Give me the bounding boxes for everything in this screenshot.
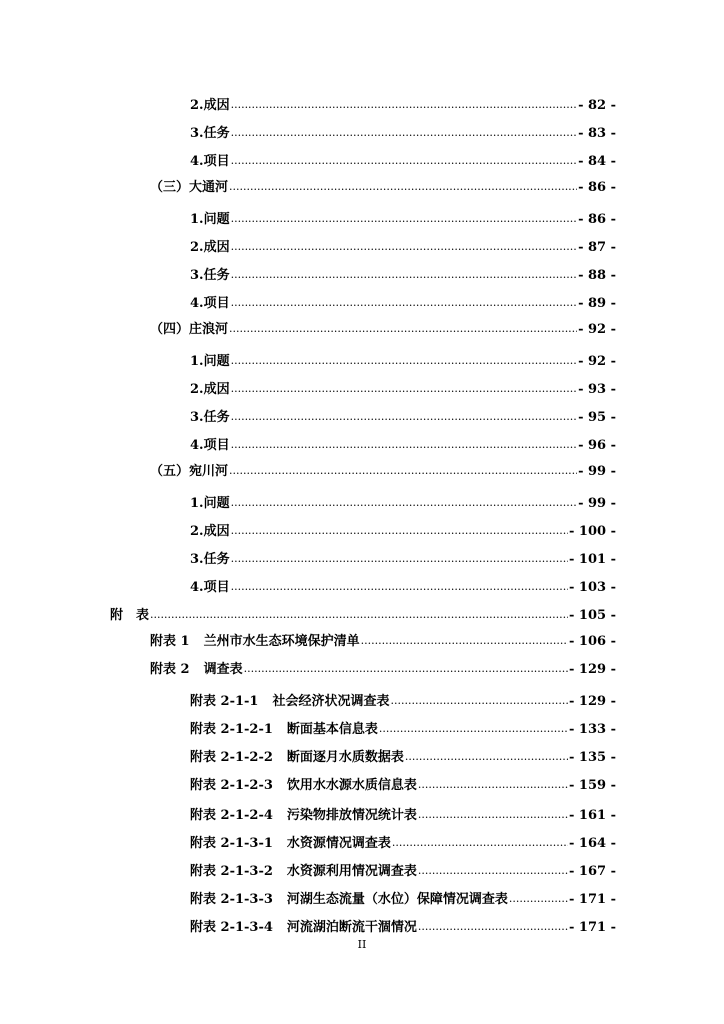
toc-entry-page: - 89 - [578,296,616,311]
toc-entry-page: - 96 - [578,438,616,453]
toc-entry[interactable] [150,656,616,676]
toc-leader-dots [361,635,568,646]
toc-entry[interactable] [190,802,616,822]
toc-entry-code: 附表 2-1-2-3 [190,778,273,793]
toc-entry[interactable] [190,234,616,254]
toc-entry-page: - 103 - [569,580,616,595]
toc-entry-page: - 86 - [578,212,616,227]
toc-entry-label: 兰州市水生态环境保护清单 [203,634,360,649]
toc-leader-dots [244,663,568,674]
toc-entry[interactable] [190,546,616,566]
toc-entry-page: - 83 - [578,126,616,141]
toc-leader-dots [418,809,568,820]
toc-entry-page: - 84 - [578,154,616,169]
toc-entry[interactable] [190,886,616,906]
toc-entry-label: 2.成因 [190,98,230,113]
toc-leader-dots [231,127,577,138]
toc-leader-dots [231,355,577,366]
toc-leader-dots [231,581,568,592]
toc-entry-label: 水资源利用情况调查表 [286,864,417,879]
toc-entry-page: - 161 - [569,808,616,823]
toc-entry-page: - 86 - [578,180,616,195]
toc-entry-page: - 87 - [578,240,616,255]
toc-entry-code: 附表 2-1-2-2 [190,750,273,765]
toc-entry-label: 4.项目 [190,438,230,453]
toc-entry-label: 附 表 [110,608,150,623]
toc-entry[interactable] [190,120,616,140]
toc-leader-dots [418,921,568,932]
toc-entry[interactable] [190,348,616,368]
toc-entry-code: 附表 2-1-3-4 [190,920,273,935]
toc-entry-page: - 101 - [569,552,616,567]
toc-entry[interactable] [190,290,616,310]
toc-entry-label: 2.成因 [190,240,230,255]
toc-entry[interactable] [190,206,616,226]
toc-leader-dots [418,779,568,790]
toc-entry-label: （三）大通河 [150,180,229,195]
toc-leader-dots [231,269,577,280]
toc-entry-page: - 106 - [569,634,616,649]
toc-entry-page: - 92 - [578,354,616,369]
toc-entry-page: - 82 - [578,98,616,113]
toc-entry-label: 社会经济状况调查表 [272,694,390,709]
toc-entry[interactable] [190,490,616,510]
toc-leader-dots [231,553,568,564]
toc-leader-dots [509,893,568,904]
toc-entry-label: 4.项目 [190,154,230,169]
toc-leader-dots [229,323,577,334]
toc-entry[interactable] [190,376,616,396]
toc-entry[interactable] [190,262,616,282]
toc-entry-page: - 100 - [569,524,616,539]
toc-entry[interactable] [190,858,616,878]
toc-entry-code: 附表 2-1-1 [190,694,259,709]
toc-leader-dots [405,751,568,762]
toc-entry[interactable] [190,518,616,538]
toc-leader-dots [231,241,577,252]
toc-entry-label: 1.问题 [190,212,230,227]
toc-entry-code: 附表 2-1-3-1 [190,836,273,851]
toc-entry-label: 断面逐月水质数据表 [286,750,404,765]
toc-entry-page: - 135 - [569,750,616,765]
toc-entry[interactable] [150,174,616,194]
toc-entry[interactable] [190,574,616,594]
toc-entry[interactable] [190,432,616,452]
toc-entry-page: - 95 - [578,410,616,425]
toc-entry[interactable] [190,772,616,792]
toc-entry-code: 附表 2 [150,662,190,677]
toc-entry-label: 3.任务 [190,552,230,567]
toc-entry-page: - 99 - [578,496,616,511]
toc-entry-page: - 105 - [569,608,616,623]
toc-entry-code: 附表 2-1-3-3 [190,892,273,907]
toc-entry-page: - 99 - [578,464,616,479]
toc-entry-page: - 92 - [578,322,616,337]
toc-entry[interactable] [150,316,616,336]
toc-entry-label: 水资源情况调查表 [286,836,391,851]
toc-entry[interactable] [190,688,616,708]
toc-entry[interactable] [150,458,616,478]
toc-entry-label: 3.任务 [190,410,230,425]
toc-entry-label: 4.项目 [190,296,230,311]
toc-entry-page: - 171 - [569,920,616,935]
toc-entry-label: 断面基本信息表 [286,722,378,737]
toc-entry-code: 附表 2-1-3-2 [190,864,273,879]
toc-leader-dots [231,383,577,394]
toc-entry[interactable] [190,404,616,424]
toc-entry-label: 2.成因 [190,524,230,539]
toc-entry-label: （五）宛川河 [150,464,229,479]
toc-entry-page: - 129 - [569,662,616,677]
toc-entry[interactable] [110,602,616,622]
toc-leader-dots [392,837,568,848]
toc-entry[interactable] [150,628,616,648]
toc-entry[interactable] [190,914,616,934]
toc-entry-page: - 133 - [569,722,616,737]
toc-leader-dots [231,297,577,308]
toc-entry-label: 2.成因 [190,382,230,397]
toc-entry-code: 附表 2-1-2-1 [190,722,273,737]
toc-entry[interactable] [190,716,616,736]
toc-entry[interactable] [190,830,616,850]
toc-entry[interactable] [190,92,616,112]
toc-entry-label: 1.问题 [190,354,230,369]
toc-entry-code: 附表 2-1-2-4 [190,808,273,823]
toc-entry-page: - 171 - [569,892,616,907]
toc-entry-label: 河流湖泊断流干涸情况 [286,920,417,935]
toc-entry-label: 河湖生态流量（水位）保障情况调查表 [286,892,508,907]
toc-entry-page: - 164 - [569,836,616,851]
toc-entry-page: - 167 - [569,864,616,879]
toc-leader-dots [418,865,568,876]
toc-entry-label: 3.任务 [190,268,230,283]
toc-leader-dots [379,723,568,734]
toc-entry-label: （四）庄浪河 [150,322,229,337]
toc-entry-page: - 88 - [578,268,616,283]
toc-leader-dots [390,695,568,706]
toc-leader-dots [231,497,577,508]
toc-entry-page: - 93 - [578,382,616,397]
toc-entry-label: 1.问题 [190,496,230,511]
toc-leader-dots [231,155,577,166]
toc-entry-page: - 129 - [569,694,616,709]
toc-entry-label: 调查表 [203,662,243,677]
toc-entry-page: - 159 - [569,778,616,793]
toc-leader-dots [231,411,577,422]
toc-leader-dots [231,213,577,224]
toc-entry-label: 饮用水水源水质信息表 [286,778,417,793]
toc-entry-code: 附表 1 [150,634,190,649]
toc-leader-dots [231,99,577,110]
toc-entry-label: 4.项目 [190,580,230,595]
page-number-footer: II [357,938,367,951]
toc-entry[interactable] [190,148,616,168]
toc-entry-label: 3.任务 [190,126,230,141]
toc-leader-dots [231,525,568,536]
toc-leader-dots [231,439,577,450]
toc-leader-dots [229,181,577,192]
toc-entry[interactable] [190,744,616,764]
toc-leader-dots [229,465,577,476]
toc-leader-dots [150,609,568,620]
toc-entry-label: 污染物排放情况统计表 [286,808,417,823]
